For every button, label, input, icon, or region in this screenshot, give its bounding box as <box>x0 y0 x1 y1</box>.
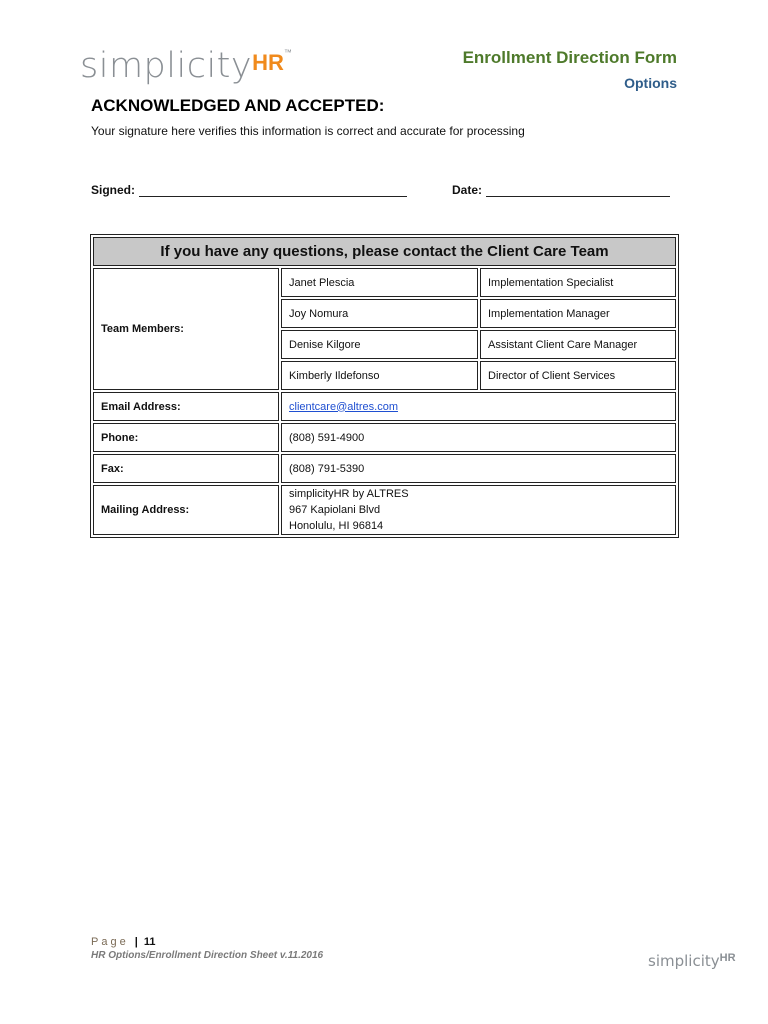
footer-sheet-name: HR Options/Enrollment Direction Sheet v.11.2016 <box>91 950 324 961</box>
signature-line[interactable] <box>139 184 407 197</box>
acknowledged-heading: ACKNOWLEDGED AND ACCEPTED: <box>91 96 385 115</box>
table-header-row <box>93 237 676 266</box>
mailing-address-value <box>281 485 676 535</box>
logo-trademark: ™ <box>283 48 292 57</box>
fax-label: Fax: <box>93 454 279 483</box>
date-field[interactable] <box>452 183 670 197</box>
table-row <box>93 268 676 297</box>
table-row <box>93 392 676 421</box>
phone-value: (808) 591-4900 <box>281 423 676 452</box>
footer-logo-word: simplicity <box>648 952 720 970</box>
address-line: simplicityHR by ALTRES <box>289 488 409 500</box>
page-word: Page <box>91 936 129 948</box>
table-row <box>93 454 676 483</box>
member-name: Denise Kilgore <box>281 330 478 359</box>
email-value <box>281 392 676 421</box>
form-subtitle: Options <box>624 75 677 91</box>
page-separator: | <box>134 936 138 948</box>
signed-label: Signed: <box>91 183 135 197</box>
phone-label: Phone: <box>93 423 279 452</box>
client-care-table <box>90 234 679 538</box>
mailing-address-label: Mailing Address: <box>93 485 279 535</box>
table-header: If you have any questions, please contact the Client Care Team <box>93 237 676 266</box>
form-title: Enrollment Direction Form <box>462 48 677 67</box>
member-name: Joy Nomura <box>281 299 478 328</box>
fax-value: (808) 791-5390 <box>281 454 676 483</box>
member-role: Implementation Specialist <box>480 268 676 297</box>
page-number <box>91 936 156 948</box>
member-role: Director of Client Services <box>480 361 676 390</box>
simplicityhr-logo <box>80 46 292 86</box>
date-label: Date: <box>452 183 483 197</box>
team-members-label: Team Members: <box>93 268 279 390</box>
table-row <box>93 485 676 535</box>
email-label: Email Address: <box>93 392 279 421</box>
email-link[interactable]: clientcare@altres.com <box>289 400 398 413</box>
logo-accent: HR <box>252 50 284 75</box>
acknowledged-text: Your signature here verifies this information is correct and accurate for processing <box>91 124 525 138</box>
member-role: Assistant Client Care Manager <box>480 330 676 359</box>
address-line: 967 Kapiolani Blvd <box>289 504 381 516</box>
member-name: Janet Plescia <box>281 268 478 297</box>
member-name: Kimberly Ildefonso <box>281 361 478 390</box>
footer-logo-accent: HR <box>719 952 736 964</box>
page-value: 11 <box>143 936 156 948</box>
address-line: Honolulu, HI 96814 <box>289 520 384 532</box>
signature-field[interactable] <box>91 183 407 197</box>
table-row <box>93 423 676 452</box>
logo-word: simplicity <box>80 46 253 86</box>
member-role: Implementation Manager <box>480 299 676 328</box>
footer-logo <box>648 952 736 971</box>
date-line[interactable] <box>486 184 670 197</box>
